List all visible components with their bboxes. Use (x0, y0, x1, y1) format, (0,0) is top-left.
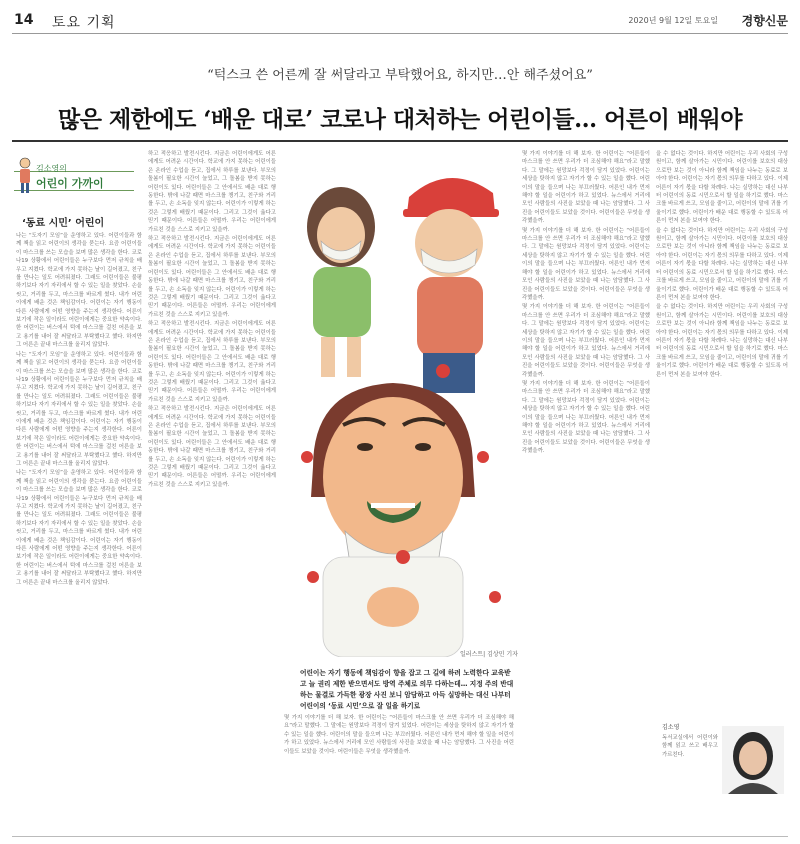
body-text-repeat: 몇 가지 이야기를 더 해 보자. 한 어린이는 “어른들이 마스크를 안 쓰면 우리가 더 조심해야 해요”라고 말했다. 그 말에는 원망보다 걱정이 담겨 있었다. 어린이는 세상을 탓하지 않고 자기가 할 수 있는 일을 했다. 어린이의 말을 들으며 나는 부끄러웠다. 어른인 내가 먼저 해야 할 일을 어린이가 하고 있었다. 뉴스에서 거리에 모인 사람들의 사진을 보았을 때 나는 암담했다. 그 사진을 어린이들도 보았을 것이다. 어린이들은 무엇을 생각했을까. (522, 227, 650, 301)
footer-rule (12, 836, 788, 837)
body-text-repeat: 을 수 없다는 것이다. 하지만 어린이는 우리 사회의 구성원이고, 함께 살아가는 시민이다. 어린이를 보호의 대상으로만 보는 것이 아니라 함께 책임을 나누는 동료로 보아야 한다. 어린이는 자기 몫의 의무를 다하고 있다. 이제 어른이 자기 몫을 다할 차례다. 나는 실망하는 대신 나부터 어린이의 동료 시민으로서 할 일을 하기로 했다. 마스크를 바르게 쓰고, 모임을 줄이고, 어린이의 말에 귀를 기울이기로 했다. 어린이가 배운 대로 행동할 수 있도록 어른이 먼저 본을 보여야 한다. (656, 227, 788, 301)
body-text-repeat: 을 수 없다는 것이다. 하지만 어린이는 우리 사회의 구성원이고, 함께 살아가는 시민이다. 어린이를 보호의 대상으로만 보는 것이 아니라 함께 책임을 나누는 동료로 보아야 한다. 어린이는 자기 몫의 의무를 다하고 있다. 이제 어른이 자기 몫을 다할 차례다. 나는 실망하는 대신 나부터 어린이의 동료 시민으로서 할 일을 하기로 했다. 마스크를 바르게 쓰고, 모임을 줄이고, 어린이의 말에 귀를 기울이기로 했다. 어린이가 배운 대로 행동할 수 있도록 어른이 먼저 본을 보여야 한다. (656, 304, 788, 378)
body-column-2 (148, 150, 276, 832)
body-column-4 (522, 150, 650, 832)
body-column-3a (284, 714, 514, 832)
body-text-repeat: 나는 “도자기 모임”을 운영하고 있다. 어린이들과 함께 책을 읽고 어린이의 생각을 묻는다. 요즘 어린이들이 마스크를 쓰는 모습을 보며 많은 생각을 한다. 코로나19 상황에서 어린이들은 누구보다 먼저 규칙을 배우고 지켰다. 학교에 가지 못하는 날이 길어졌고, 친구를 만나는 일도 어려워졌다. 그래도 어린이들은 불평하기보다 자기 자리에서 할 수 있는 일을 찾았다. 손을 씻고, 거리를 두고, 마스크를 바르게 썼다. 내가 어린이에게 배운 것은 책임감이다. 어린이는 자기 행동이 다른 사람에게 어떤 영향을 주는지 생각한다. 어른이 보기에 작은 일이라도 어린이에게는 중요한 약속이다. 한 어린이는 버스에서 턱에 마스크를 걸친 어른을 보고 용기를 내어 잘 써달라고 부탁했다고 했다. 하지만 그 어른은 끝내 마스크를 올리지 않았다. (16, 470, 142, 586)
author-name: 김소영 (662, 724, 680, 731)
paper-name: 경향신문 (741, 14, 788, 28)
author-bio-text: 독서교실에서 어린이와 함께 읽고 쓰고 배우고 가르친다. (662, 735, 718, 758)
author-photo (722, 726, 784, 794)
body-text-repeat: 하고 적응하고 발전시킨다. 지금은 어린이에게도 어른에게도 어려운 시간이다. 학교에 가지 못하는 어린이들은 온라인 수업을 듣고, 집에서 하루를 보낸다. 부모의 돌봄이 필요한 시간이 늘었고, 그 돌봄을 받지 못하는 어린이도 있다. 어린이들은 그 안에서도 배운 대로 행동한다. 밖에 나갈 때면 마스크를 챙기고, 친구와 거리를 두고, 손 소독을 잊지 않는다. 어린이가 이렇게 하는 것은 그렇게 배웠기 때문이다. 그리고 그것이 옳다고 믿기 때문이다. 어른들은 어떨까. 우리는 어린이에게 가르친 것을 스스로 지키고 있을까. (148, 406, 276, 488)
column-author: 김소영의 (36, 164, 67, 173)
page-number: 14 (14, 12, 34, 28)
body-text-repeat: 몇 가지 이야기를 더 해 보자. 한 어린이는 “어른들이 마스크를 안 쓰면 우리가 더 조심해야 해요”라고 말했다. 그 말에는 원망보다 걱정이 담겨 있었다. 어린이는 세상을 탓하지 않고 자기가 할 수 있는 일을 했다. 어린이의 말을 들으며 나는 부끄러웠다. 어른인 내가 먼저 해야 할 일을 어린이가 하고 있었다. 뉴스에서 거리에 모인 사람들의 사진을 보았을 때 나는 암담했다. 그 사진을 어린이들도 보았을 것이다. 어린이들은 무엇을 생각했을까. (522, 380, 650, 455)
issue-date: 2020년 9월 12일 토요일 (628, 16, 718, 25)
body-text: 하고 적응하고 발전시킨다. 지금은 어린이에게도 어른에게도 어려운 시간이다. 학교에 가지 못하는 어린이들은 온라인 수업을 듣고, 집에서 하루를 보낸다. 부모의 돌봄이 필요한 시간이 늘었고, 그 돌봄을 받지 못하는 어린이도 있다. 어린이들은 그 안에서도 배운 대로 행동한다. 밖에 나갈 때면 마스크를 챙기고, 친구와 거리를 두고, 손 소독을 잊지 않는다. 어린이가 이렇게 하는 것은 그렇게 배웠기 때문이다. 그리고 그것이 옳다고 믿기 때문이다. 어른들은 어떨까. 우리는 어린이에게 가르친 것을 스스로 지키고 있을까. (148, 151, 276, 233)
headline: 많은 제한에도 ‘배운 대로’ 코로나 대처하는 어린이들… 어른이 배워야 (58, 106, 742, 133)
body-column-5 (656, 150, 788, 718)
article-caption: 어린이는 자기 행동에 책임감이 향을 잡고 그 길에 하려 노력한다 교육받고 늘 권리 제한 받으면서도 방역 주체로 의무 다하는데… 지정 주의 반대하는 물결로 가득한 광장 사진 보니 암담하고 아득 실망하는 대신 나부터 어린이의 ‘동료 시민’으로 잘 일을 하기로 (300, 669, 514, 710)
body-text-repeat: 나는 “도자기 모임”을 운영하고 있다. 어린이들과 함께 책을 읽고 어린이의 생각을 묻는다. 요즘 어린이들이 마스크를 쓰는 모습을 보며 많은 생각을 한다. 코로나19 상황에서 어린이들은 누구보다 먼저 규칙을 배우고 지켰다. 학교에 가지 못하는 날이 길어졌고, 친구를 만나는 일도 어려워졌다. 그래도 어린이들은 불평하기보다 자기 자리에서 할 수 있는 일을 찾았다. 손을 씻고, 거리를 두고, 마스크를 바르게 썼다. 내가 어린이에게 배운 것은 책임감이다. 어린이는 자기 행동이 다른 사람에게 어떤 영향을 주는지 생각한다. 어른이 보기에 작은 일이라도 어린이에게는 중요한 약속이다. 한 어린이는 버스에서 턱에 마스크를 걸친 어른을 보고 용기를 내어 잘 써달라고 부탁했다고 했다. 하지만 그 어른은 끝내 마스크를 올리지 않았다. (16, 351, 142, 467)
section-name: 토요 기획 (52, 15, 116, 31)
headline-rule (12, 140, 788, 142)
column-title: 어린이 가까이 (36, 177, 104, 190)
masthead (12, 8, 788, 34)
author-bio (662, 734, 718, 830)
body-text: 몇 가지 이야기를 더 해 보자. 한 어린이는 “어른들이 마스크를 안 쓰면 우리가 더 조심해야 해요”라고 말했다. 그 말에는 원망보다 걱정이 담겨 있었다. 어린이는 세상을 탓하지 않고 자기가 할 수 있는 일을 했다. 어린이의 말을 들으며 나는 부끄러웠다. 어른인 내가 먼저 해야 할 일을 어린이가 하고 있었다. 뉴스에서 거리에 모인 사람들의 사진을 보았을 때 나는 암담했다. 그 사진을 어린이들도 보았을 것이다. 어린이들은 무엇을 생각했을까. (522, 151, 650, 225)
body-text-repeat: 몇 가지 이야기를 더 해 보자. 한 어린이는 “어른들이 마스크를 안 쓰면 우리가 더 조심해야 해요”라고 말했다. 그 말에는 원망보다 걱정이 담겨 있었다. 어린이는 세상을 탓하지 않고 자기가 할 수 있는 일을 했다. 어린이의 말을 들으며 나는 부끄러웠다. 어른인 내가 먼저 해야 할 일을 어린이가 하고 있었다. 뉴스에서 거리에 모인 사람들의 사진을 보았을 때 나는 암담했다. 그 사진을 어린이들도 보았을 것이다. 어린이들은 무엇을 생각했을까. (522, 304, 650, 378)
body-text: 나는 “도자기 모임”을 운영하고 있다. 어린이들과 함께 책을 읽고 어린이의 생각을 묻는다. 요즘 어린이들이 마스크를 쓰는 모습을 보며 많은 생각을 한다. 코로나19 상황에서 어린이들은 누구보다 먼저 규칙을 배우고 지켰다. 학교에 가지 못하는 날이 길어졌고, 친구를 만나는 일도 어려워졌다. 그래도 어린이들은 불평하기보다 자기 자리에서 할 수 있는 일을 찾았다. 손을 씻고, 거리를 두고, 마스크를 바르게 썼다. 내가 어린이에게 배운 것은 책임감이다. 어린이는 자기 행동이 다른 사람에게 어떤 영향을 주는지 생각한다. 어른이 보기에 작은 일이라도 어린이에게는 중요한 약속이다. 한 어린이는 버스에서 턱에 마스크를 걸친 어른을 보고 용기를 내어 잘 써달라고 부탁했다고 했다. 하지만 그 어른은 끝내 마스크를 올리지 않았다. (16, 233, 142, 349)
girl-figure (307, 187, 375, 377)
body-column-1 (16, 232, 142, 832)
boy-figure (403, 178, 499, 393)
body-text: 을 수 없다는 것이다. 하지만 어린이는 우리 사회의 구성원이고, 함께 살아가는 시민이다. 어린이를 보호의 대상으로만 보는 것이 아니라 함께 책임을 나누는 동료로 보아야 한다. 어린이는 자기 몫의 의무를 다하고 있다. 이제 어른이 자기 몫을 다할 차례다. 나는 실망하는 대신 나부터 어린이의 동료 시민으로서 할 일을 하기로 했다. 마스크를 바르게 쓰고, 모임을 줄이고, 어린이의 말에 귀를 기울이기로 했다. 어린이가 배운 대로 행동할 수 있도록 어른이 먼저 본을 보여야 한다. (656, 151, 788, 225)
child-figure-icon (16, 157, 34, 197)
body-text: 몇 가지 이야기를 더 해 보자. 한 어린이는 “어른들이 마스크를 안 쓰면 우리가 더 조심해야 해요”라고 말했다. 그 말에는 원망보다 걱정이 담겨 있었다. 어린이는 세상을 탓하지 않고 자기가 할 수 있는 일을 했다. 어린이의 말을 들으며 나는 부끄러웠다. 어른인 내가 먼저 해야 할 일을 어린이가 하고 있었다. 뉴스에서 거리에 모인 사람들의 사진을 보았을 때 나는 암담했다. 그 사진을 어린이들도 보았을 것이다. 어린이들은 무엇을 생각했을까. (284, 715, 514, 755)
body-text-repeat: 하고 적응하고 발전시킨다. 지금은 어린이에게도 어른에게도 어려운 시간이다. 학교에 가지 못하는 어린이들은 온라인 수업을 듣고, 집에서 하루를 보낸다. 부모의 돌봄이 필요한 시간이 늘었고, 그 돌봄을 받지 못하는 어린이도 있다. 어린이들은 그 안에서도 배운 대로 행동한다. 밖에 나갈 때면 마스크를 챙기고, 친구와 거리를 두고, 손 소독을 잊지 않는다. 어린이가 이렇게 하는 것은 그렇게 배웠기 때문이다. 그리고 그것이 옳다고 믿기 때문이다. 어른들은 어떨까. 우리는 어린이에게 가르친 것을 스스로 지키고 있을까. (148, 236, 276, 318)
pull-quote: “턱스크 쓴 어른께 잘 써달라고 부탁했어요, 하지만…안 해주셨어요” (207, 68, 593, 83)
man-figure (311, 383, 475, 657)
column-logo (14, 157, 142, 209)
illustration-credit: 일러스트| 김상민 기자 (460, 651, 519, 658)
author-byline (662, 722, 788, 832)
illustration-children-masks (283, 157, 513, 657)
column-subtitle: ‘동료 시민’ 어린이 (22, 218, 105, 229)
body-text-repeat: 하고 적응하고 발전시킨다. 지금은 어린이에게도 어른에게도 어려운 시간이다. 학교에 가지 못하는 어린이들은 온라인 수업을 듣고, 집에서 하루를 보낸다. 부모의 돌봄이 필요한 시간이 늘었고, 그 돌봄을 받지 못하는 어린이도 있다. 어린이들은 그 안에서도 배운 대로 행동한다. 밖에 나갈 때면 마스크를 챙기고, 친구와 거리를 두고, 손 소독을 잊지 않는다. 어린이가 이렇게 하는 것은 그렇게 배웠기 때문이다. 그리고 그것이 옳다고 믿기 때문이다. 어른들은 어떨까. 우리는 어린이에게 가르친 것을 스스로 지키고 있을까. (148, 321, 276, 403)
